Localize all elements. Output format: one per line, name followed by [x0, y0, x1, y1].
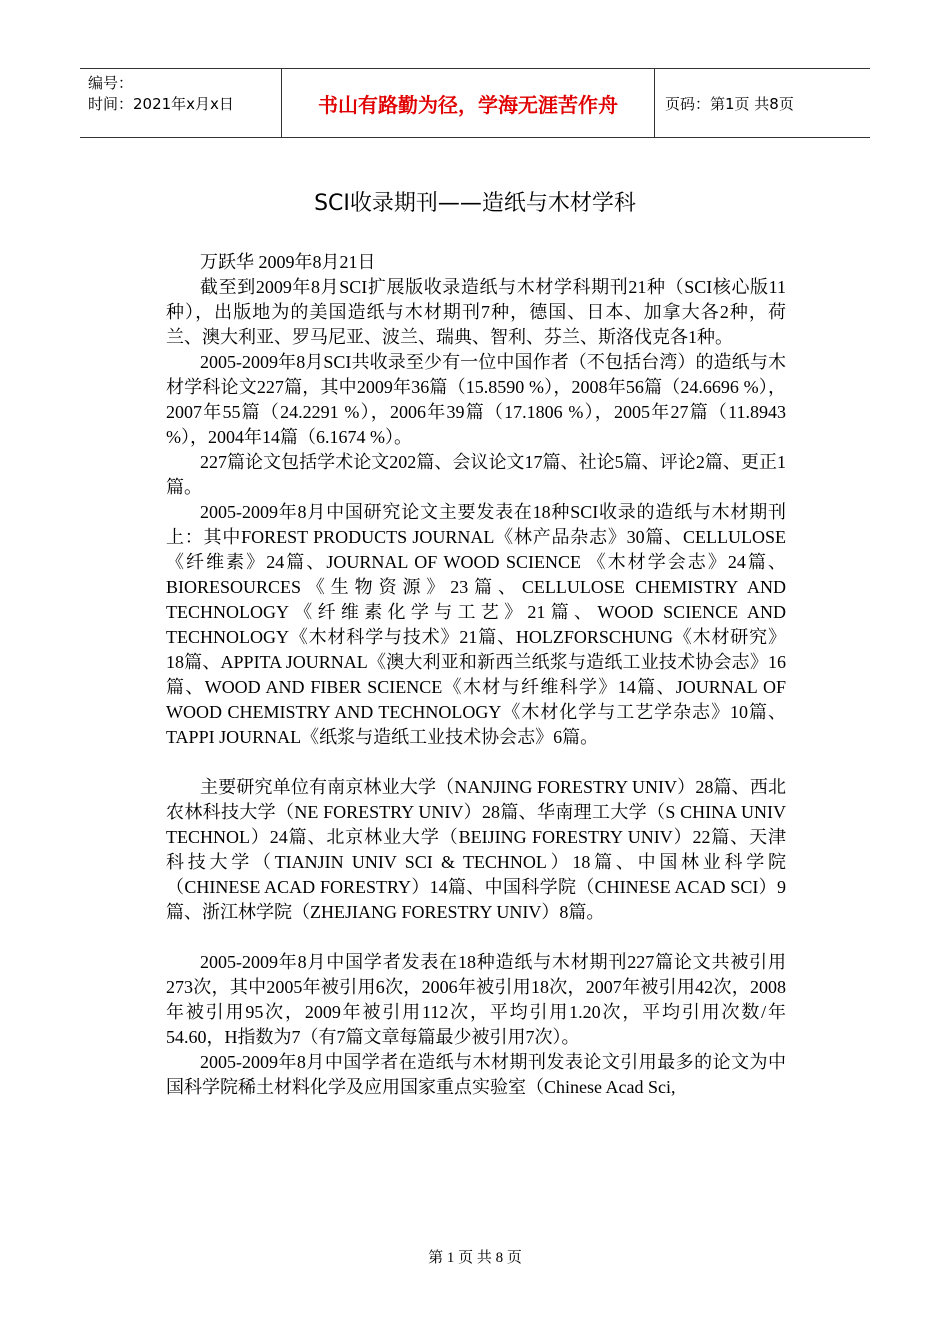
document-body — [166, 250, 786, 1100]
document-title: SCI收录期刊——造纸与木材学科 — [314, 191, 636, 216]
paragraph: 2005-2009年8月中国研究论文主要发表在18种SCI收录的造纸与木材期刊上：其中FOREST PRODUCTS JOURNAL《林产品杂志》30篇、CELLULOSE 《纤维素》24篇、JOURNAL OF WOOD SCIENCE 《木材学会志》24篇、BIORESOURCES《生物资源》23篇、CELLULOSE CHEMISTRY AND TECHNOLOGY《纤维素化学与工艺》21篇、WOOD SCIENCE AND TECHNOLOGY《木材科学与技术》21篇、HOLZFORSCHUNG《木材研究》18篇、APPITA JOURNAL《澳大利亚和新西兰纸浆与造纸工业技术协会志》16篇、WOOD AND FIBER SCIENCE《木材与纤维科学》14篇、JOURNAL OF WOOD CHEMISTRY AND TECHNOLOGY《木材化学与工艺学杂志》10篇、TAPPI JOURNAL《纸浆与造纸工业技术协会志》6篇。 — [166, 502, 786, 747]
paragraph: 截至到2009年8月SCI扩展版收录造纸与木材学科期刊21种（SCI核心版11种），出版地为的美国造纸与木材期刊7种，德国、日本、加拿大各2种，荷兰、澳大利亚、罗马尼亚、波兰、瑞典、智利、芬兰、斯洛伐克各1种。 — [166, 277, 786, 347]
page-footer: 第 1 页 共 8 页 — [428, 1250, 522, 1266]
paragraph: 227篇论文包括学术论文202篇、会议论文17篇、社论5篇、评论2篇、更正1篇。 — [166, 452, 786, 497]
author-date-line: 万跃华 2009年8月21日 — [200, 252, 376, 272]
paragraph: 主要研究单位有南京林业大学（NANJING FORESTRY UNIV）28篇、西北农林科技大学（NE FORESTRY UNIV）28篇、华南理工大学（S CHINA UNIV TECHNOL）24篇、北京林业大学（BEIJING FORESTRY UNIV）22篇、天津科技大学（TIANJIN UNIV SCI & TECHNOL）18篇、中国林业科学院（CHINESE ACAD FORESTRY）14篇、中国科学院（CHINESE ACAD SCI）9篇、浙江林学院（ZHEJIANG FORESTRY UNIV）8篇。 — [166, 777, 786, 922]
paragraph: 2005-2009年8月SCI共收录至少有一位中国作者（不包括台湾）的造纸与木材学科论文227篇，其中2009年36篇（15.8590 %），2008年56篇（24.6696 %），2007年55篇（24.2291 %），2006年39篇（17.1806 %），2005年27篇（11.8943 %），2004年14篇（6.1674 %）。 — [166, 352, 786, 447]
paragraph: 2005-2009年8月中国学者发表在18种造纸与木材期刊227篇论文共被引用273次，其中2005年被引用6次，2006年被引用18次，2007年被引用42次，2008年被引用95次，2009年被引用112次，平均引用1.20次，平均引用次数/年54.60，H指数为7（有7篇文章每篇最少被引用7次）。 — [166, 952, 786, 1047]
document-time-label: 时间：2021年x月x日 — [88, 95, 234, 113]
header-left-cell — [80, 69, 282, 137]
header-page-label: 页码：第1页 共8页 — [665, 94, 794, 113]
header-table — [80, 68, 870, 138]
document-number-label: 编号： — [88, 74, 134, 92]
paragraph: 2005-2009年8月中国学者在造纸与木材期刊发表论文引用最多的论文为中国科学院稀土材料化学及应用国家重点实验室（Chinese Acad Sci, — [166, 1052, 786, 1097]
header-motto: 书山有路勤为径，学海无涯苦作舟 — [282, 69, 655, 137]
